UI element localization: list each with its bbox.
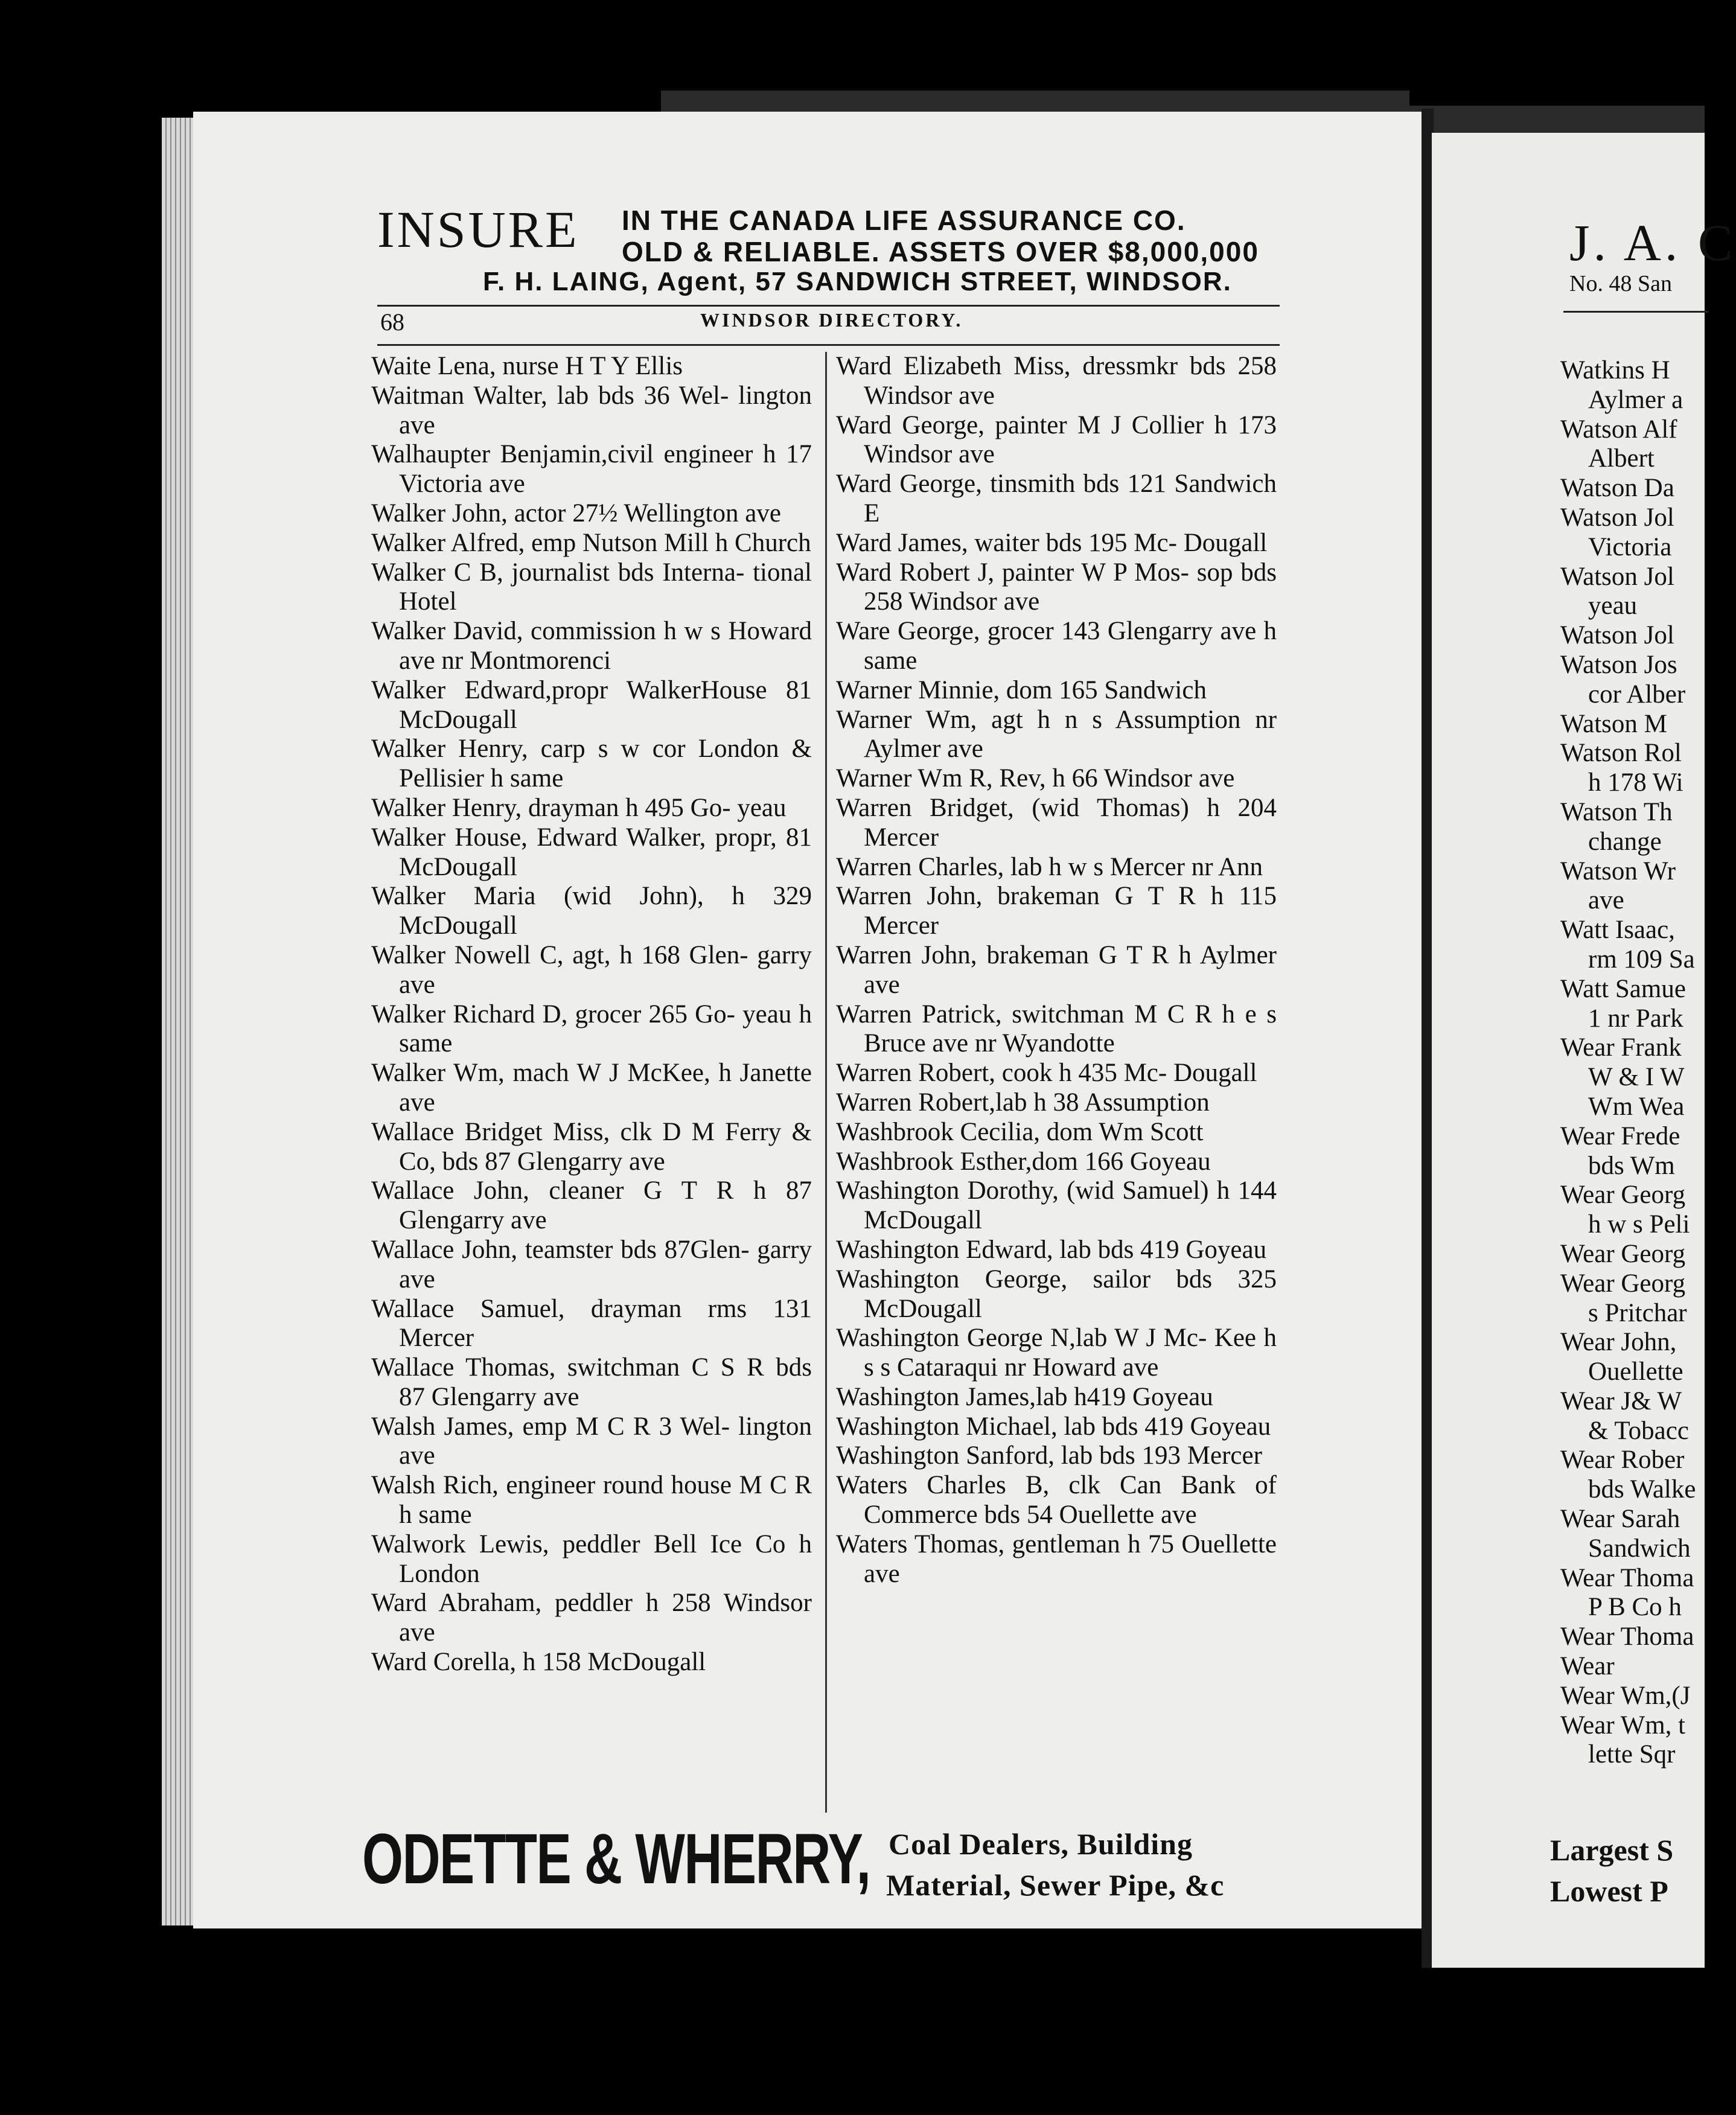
coal-dealer-advertisement xyxy=(362,1818,1304,1921)
directory-entry xyxy=(836,941,1277,1000)
directory-entry xyxy=(371,823,812,882)
right-page-entry-line: Watt Samue xyxy=(1560,974,1686,1003)
entry-name-line: Ward Abraham, peddler h 258 xyxy=(371,1589,711,1618)
directory-entry xyxy=(371,1176,812,1236)
entry-continuation-line: 204 Mercer xyxy=(864,793,1277,852)
right-page-entry-line: Wear Rober xyxy=(1560,1446,1685,1475)
directory-entry xyxy=(371,1295,812,1354)
entry-continuation-line: garry ave xyxy=(399,1235,812,1294)
entry-name-line: Washington Michael, lab bds 419 xyxy=(836,1412,1184,1441)
entry-name-line: Walsh James, emp M C R 3 Wel- xyxy=(371,1412,730,1441)
entry-name-line: Ward Elizabeth Miss, dressmkr bds xyxy=(836,352,1226,380)
entry-continuation-line: Dougall xyxy=(1173,1059,1257,1088)
entry-name-line: Washington George N,lab W J Mc- xyxy=(836,1324,1207,1353)
right-page-entry-line: Watson Jol xyxy=(1560,562,1674,591)
right-page-entry-line: Watson Jol xyxy=(1560,621,1674,650)
directory-entry xyxy=(371,558,812,617)
directory-entry xyxy=(371,617,812,676)
entry-continuation-line: lington ave xyxy=(399,381,812,439)
running-head: WINDSOR DIRECTORY. xyxy=(700,309,963,331)
directory-entry xyxy=(371,941,812,1000)
entry-continuation-line: 81 McDougall xyxy=(399,675,812,734)
entry-continuation-line: Aylmer ave xyxy=(864,940,1277,999)
right-page-entry-line: 1 nr Park xyxy=(1588,1004,1683,1033)
directory-entry xyxy=(836,1088,1277,1118)
entry-continuation-line: propr, 81 McDougall xyxy=(399,823,812,881)
right-page-entry-line: Wear Frede xyxy=(1560,1121,1680,1150)
book-edge-top xyxy=(661,91,1409,113)
entry-continuation-line: McDougall xyxy=(399,911,517,940)
right-page-entry-line: Wear Wm,(J xyxy=(1560,1681,1691,1710)
right-directory-column xyxy=(836,352,1277,1589)
entry-name-line: Waite Lena, nurse H T Y Ellis xyxy=(371,352,683,380)
entry-continuation-line: h 17 Victoria ave xyxy=(399,440,812,499)
right-page-entry-line: Watkins H xyxy=(1560,356,1670,384)
entry-continuation-line: & Pellisier h same xyxy=(399,735,812,793)
entry-name-line: Wallace John, cleaner G T R h 87 xyxy=(371,1176,812,1205)
left-directory-column xyxy=(371,352,812,1677)
directory-entry xyxy=(836,706,1277,765)
entry-name-line: Washbrook Esther,dom 166 Goyeau xyxy=(836,1147,1211,1176)
directory-entry xyxy=(836,411,1277,470)
entry-continuation-line: Mercer xyxy=(1187,1441,1262,1470)
right-page-entry-line: Wear Georg xyxy=(1560,1239,1686,1268)
entry-continuation-line: M C R h same xyxy=(399,1471,812,1530)
entry-continuation-line: Mercer xyxy=(399,1324,474,1353)
entry-name-line: Walker House, Edward Walker, xyxy=(371,823,706,852)
entry-continuation-line: ave h same xyxy=(864,617,1277,675)
entry-continuation-line: yeau h same xyxy=(399,1000,812,1058)
directory-entry xyxy=(371,499,812,529)
directory-entry xyxy=(371,1059,812,1118)
right-page-entry-line: Watson Alf xyxy=(1560,415,1677,444)
right-page-entry-line: Wm Wea xyxy=(1588,1092,1685,1121)
ad-brand-name: ODETTE & WHERRY, xyxy=(362,1819,870,1899)
entry-continuation-line: ave xyxy=(1198,764,1235,793)
directory-entry xyxy=(836,1383,1277,1412)
directory-entry xyxy=(371,882,812,941)
entry-continuation-line: lington ave xyxy=(399,1412,812,1470)
directory-entry xyxy=(371,1353,812,1412)
directory-entry xyxy=(836,794,1277,853)
right-page-entry-line: Victoria xyxy=(1588,532,1672,561)
directory-entry xyxy=(836,1441,1277,1471)
entry-continuation-line: Windsor ave xyxy=(399,1589,812,1647)
entry-continuation-line: garry ave xyxy=(399,940,812,999)
entry-continuation-line: Sandwich E xyxy=(864,470,1277,528)
entry-name-line: Warren John, brakeman G T R h xyxy=(836,882,1224,911)
entry-name-line: Walker Nowell C, agt, h 168 Glen- xyxy=(371,940,748,969)
right-page-entry-line: ave xyxy=(1588,886,1624,915)
entry-continuation-line: sop bds 258 Windsor ave xyxy=(864,558,1277,616)
entry-name-line: Waters Thomas, gentleman h 75 xyxy=(836,1530,1174,1558)
directory-entry xyxy=(371,1000,812,1059)
directory-entry xyxy=(836,1530,1277,1589)
entry-name-line: Walker Richard D, grocer 265 Go- xyxy=(371,1000,735,1029)
directory-entry xyxy=(836,853,1277,882)
right-page-column xyxy=(1560,356,1717,1770)
right-page-entry-line: s Pritchar xyxy=(1588,1298,1687,1327)
directory-entry xyxy=(836,1471,1277,1530)
directory-entry xyxy=(836,764,1277,794)
entry-name-line: Washington George, sailor bds 325 xyxy=(836,1265,1277,1294)
entry-name-line: Washbrook Cecilia, dom Wm Scott xyxy=(836,1117,1204,1146)
entry-name-line: Walker C B, journalist bds Interna- xyxy=(371,558,745,587)
right-page-entry-line: Albert xyxy=(1588,444,1655,473)
ad-company-line: IN THE CANADA LIFE ASSURANCE CO. xyxy=(622,205,1186,236)
directory-entry xyxy=(836,352,1277,411)
ad-assets-line: OLD & RELIABLE. ASSETS OVER $8,000,000 xyxy=(622,236,1259,267)
entry-continuation-line: nr Aylmer ave xyxy=(864,705,1277,764)
entry-name-line: Walwork Lewis, peddler Bell Ice Co xyxy=(371,1530,786,1558)
entry-name-line: Waitman Walter, lab bds 36 Wel- xyxy=(371,381,729,410)
directory-entry xyxy=(371,1471,812,1530)
directory-entry xyxy=(371,676,812,735)
entry-name-line: Walker Wm, mach W J McKee, xyxy=(371,1059,710,1088)
directory-entry xyxy=(836,1412,1277,1442)
entry-continuation-line: ave xyxy=(628,1147,665,1176)
directory-entry xyxy=(836,1000,1277,1059)
right-page-entry-line: Wear xyxy=(1560,1652,1615,1681)
directory-entry xyxy=(836,470,1277,529)
entry-name-line: Warren Patrick, switchman M C R xyxy=(836,1000,1212,1029)
entry-continuation-line: tional Hotel xyxy=(399,558,812,616)
right-page-entry-line: Wear Georg xyxy=(1560,1269,1686,1298)
entry-name-line: Waters Charles B, clk Can Bank of xyxy=(836,1471,1277,1500)
directory-entry xyxy=(836,1265,1277,1324)
entry-name-line: Walsh Rich, engineer round house xyxy=(371,1471,732,1500)
right-page-entry-line: Wear Georg xyxy=(1560,1181,1686,1210)
right-page-entry-line: Watson Da xyxy=(1560,474,1674,503)
directory-entry xyxy=(836,676,1277,706)
entry-continuation-line: 258 Windsor ave xyxy=(864,352,1277,410)
entry-name-line: Wallace John, teamster bds 87Glen- xyxy=(371,1235,750,1264)
directory-entry xyxy=(836,1236,1277,1265)
entry-name-line: Ware George, grocer 143 Glengarry xyxy=(836,617,1213,646)
entry-name-line: Warner Minnie, dom 165 Sandwich xyxy=(836,675,1207,704)
directory-entry xyxy=(371,381,812,441)
right-page-entry-line: Wear Thoma xyxy=(1560,1563,1694,1592)
entry-name-line: Walker Henry, carp s w cor London xyxy=(371,735,779,764)
right-page-entry-line: Watt Isaac, xyxy=(1560,916,1675,945)
directory-entry xyxy=(371,440,812,499)
entry-name-line: Washington Dorothy, (wid Samuel) xyxy=(836,1176,1209,1205)
right-page-entry-line: Ouellette xyxy=(1588,1357,1683,1386)
running-head-rule xyxy=(377,344,1280,346)
entry-name-line: Warren Robert, cook h 435 Mc- xyxy=(836,1059,1167,1088)
entry-name-line: Warren Robert,lab h 38 Assumption xyxy=(836,1088,1210,1117)
entry-name-line: Wallace Samuel, drayman rms 131 xyxy=(371,1294,812,1323)
right-page-entry-line: Wear J& W xyxy=(1560,1386,1682,1415)
directory-entry xyxy=(371,1589,812,1648)
entry-name-line: Warren John, brakeman G T R h xyxy=(836,940,1192,969)
right-page-entry-line: change xyxy=(1588,827,1662,856)
right-page-entry-line: bds Walke xyxy=(1588,1475,1696,1504)
entry-name-line: Walker John, actor 27½ Wellington xyxy=(371,499,739,528)
right-page-rule xyxy=(1563,311,1708,313)
right-page-entry-line: Aylmer a xyxy=(1588,385,1683,414)
entry-continuation-line: Goyeau xyxy=(1186,1235,1267,1264)
entry-continuation-line: Ferry & Co, bds 87 Glengarry xyxy=(399,1117,812,1176)
right-page-entry-line: Wear Wm, t xyxy=(1560,1711,1686,1740)
right-page-entry-line: Watson Wr xyxy=(1560,857,1676,885)
right-page-entry-line: Wear Sarah xyxy=(1560,1505,1680,1534)
ad-services-line-1: Coal Dealers, Building xyxy=(889,1827,1193,1861)
entry-name-line: Washington Sanford, lab bds 193 xyxy=(836,1441,1181,1470)
right-page-entry-line: Watson Th xyxy=(1560,797,1673,826)
right-page-entry-line: Watson M xyxy=(1560,709,1667,738)
right-page-footer-1: Largest S xyxy=(1550,1833,1674,1867)
entry-continuation-line: Ann xyxy=(1217,852,1263,881)
right-page-entry-line: Watson Jol xyxy=(1560,503,1674,532)
entry-name-line: Washington James,lab h419 Goyeau xyxy=(836,1382,1213,1411)
entry-continuation-line: Howard ave nr Montmorenci xyxy=(399,617,812,675)
entry-name-line: Wallace Thomas, switchman C S R xyxy=(371,1353,764,1382)
entry-name-line: Walker Alfred, emp Nutson Mill h xyxy=(371,528,729,557)
entry-name-line: Walker Henry, drayman h 495 Go- xyxy=(371,793,731,822)
directory-entry xyxy=(836,529,1277,558)
directory-entry xyxy=(371,794,812,823)
entry-continuation-line: h e s Bruce ave nr Wyandotte xyxy=(864,1000,1277,1058)
entry-name-line: Warren Charles, lab h w s Mercer nr xyxy=(836,852,1213,881)
entry-continuation-line: Ouellette ave xyxy=(864,1530,1277,1588)
entry-continuation-line: 115 Mercer xyxy=(864,882,1277,940)
entry-name-line: Ward George, painter M J Collier h xyxy=(836,410,1228,439)
directory-entry xyxy=(371,1412,812,1472)
right-page-footer-2: Lowest P xyxy=(1550,1874,1668,1908)
entry-continuation-line: bds 87 Glengarry ave xyxy=(399,1353,812,1411)
entry-name-line: Walker Edward,propr WalkerHouse xyxy=(371,675,767,704)
right-page-entry-line: & Tobacc xyxy=(1588,1416,1689,1445)
right-page-entry-line: cor Alber xyxy=(1588,680,1686,709)
header-rule xyxy=(377,305,1280,307)
entry-name-line: Ward Robert J, painter W P Mos- xyxy=(836,558,1189,587)
right-page-subheader: No. 48 San xyxy=(1569,271,1672,296)
entry-name-line: Walker David, commission h w s xyxy=(371,617,721,646)
ad-services-line-2: Material, Sewer Pipe, &c xyxy=(886,1868,1225,1902)
right-page-header: J. A. C xyxy=(1569,214,1736,272)
entry-continuation-line: h 144 McDougall xyxy=(864,1176,1277,1235)
entry-name-line: Ward George, tinsmith bds 121 xyxy=(836,470,1167,499)
right-page-entry-line: Watson Rol xyxy=(1560,739,1682,768)
right-page-entry-line: Wear Thoma xyxy=(1560,1622,1694,1651)
directory-entry xyxy=(371,1648,812,1677)
entry-name-line: Ward Corella, h 158 McDougall xyxy=(371,1648,706,1677)
entry-continuation-line: 173 Windsor ave xyxy=(864,410,1277,469)
entry-name-line: Ward James, waiter bds 195 Mc- xyxy=(836,528,1177,557)
entry-name-line: Warren Bridget, (wid Thomas) h xyxy=(836,793,1220,822)
ad-insure-word: INSURE xyxy=(377,200,579,258)
directory-entry xyxy=(371,352,812,381)
directory-entry xyxy=(836,1118,1277,1147)
entry-continuation-line: Dougall xyxy=(1183,528,1268,557)
directory-entry xyxy=(836,882,1277,941)
entry-continuation-line: Glengarry ave xyxy=(399,1206,547,1235)
ad-agent-line: F. H. LAING, Agent, 57 SANDWICH STREET, WINDSOR. xyxy=(483,267,1232,296)
directory-entry xyxy=(371,1118,812,1177)
entry-name-line: Walhaupter Benjamin,civil engineer xyxy=(371,440,753,469)
entry-continuation-line: Church xyxy=(735,528,811,557)
directory-entry xyxy=(371,735,812,794)
right-page-entry-line: Wear Frank xyxy=(1560,1033,1682,1062)
right-page-entry-line: bds Wm xyxy=(1588,1151,1675,1180)
right-page-entry-line: rm 109 Sa xyxy=(1588,945,1695,974)
entry-name-line: Washington Edward, lab bds 419 xyxy=(836,1235,1179,1264)
right-page-entry-line: yeau xyxy=(1588,592,1638,620)
entry-name-line: Warner Wm R, Rev, h 66 Windsor xyxy=(836,764,1192,793)
entry-name-line: Walker Maria (wid John), h 329 xyxy=(371,882,812,911)
directory-entry xyxy=(836,617,1277,676)
entry-continuation-line: Goyeau xyxy=(1190,1412,1271,1441)
directory-entry xyxy=(836,1059,1277,1088)
right-page-entry-line: h w s Peli xyxy=(1588,1210,1690,1239)
entry-name-line: Wallace Bridget Miss, clk D M xyxy=(371,1117,715,1146)
column-divider xyxy=(825,352,827,1813)
right-page-entry-line: Wear John, xyxy=(1560,1328,1677,1357)
right-page-entry-line: h 178 Wi xyxy=(1588,768,1683,797)
entry-continuation-line: h London xyxy=(399,1530,812,1588)
entry-continuation-line: Kee h s s Cataraqui nr Howard ave xyxy=(864,1324,1277,1382)
right-page-entry-line: W & I W xyxy=(1588,1063,1685,1092)
right-page-entry-line: Watson Jos xyxy=(1560,650,1677,679)
right-page-entry-line: P B Co h xyxy=(1588,1593,1682,1622)
directory-entry xyxy=(371,1236,812,1295)
entry-continuation-line: ave xyxy=(745,499,781,528)
entry-continuation-line: Commerce bds 54 Ouellette ave xyxy=(864,1501,1197,1530)
entry-continuation-line: McDougall xyxy=(864,1294,982,1323)
directory-entry xyxy=(836,558,1277,617)
directory-entry xyxy=(836,1324,1277,1383)
entry-continuation-line: yeau xyxy=(737,793,787,822)
entry-name-line: Warner Wm, agt h n s Assumption xyxy=(836,705,1241,734)
right-page-entry-line: Sandwich xyxy=(1588,1534,1691,1563)
directory-entry xyxy=(371,1530,812,1589)
directory-entry xyxy=(371,529,812,558)
directory-entry xyxy=(836,1176,1277,1236)
insurance-advertisement xyxy=(377,199,1307,311)
page-number: 68 xyxy=(380,308,404,336)
entry-continuation-line: h Janette ave xyxy=(399,1059,812,1117)
right-page-entry-line: lette Sqr xyxy=(1588,1740,1676,1769)
directory-entry xyxy=(836,1147,1277,1177)
